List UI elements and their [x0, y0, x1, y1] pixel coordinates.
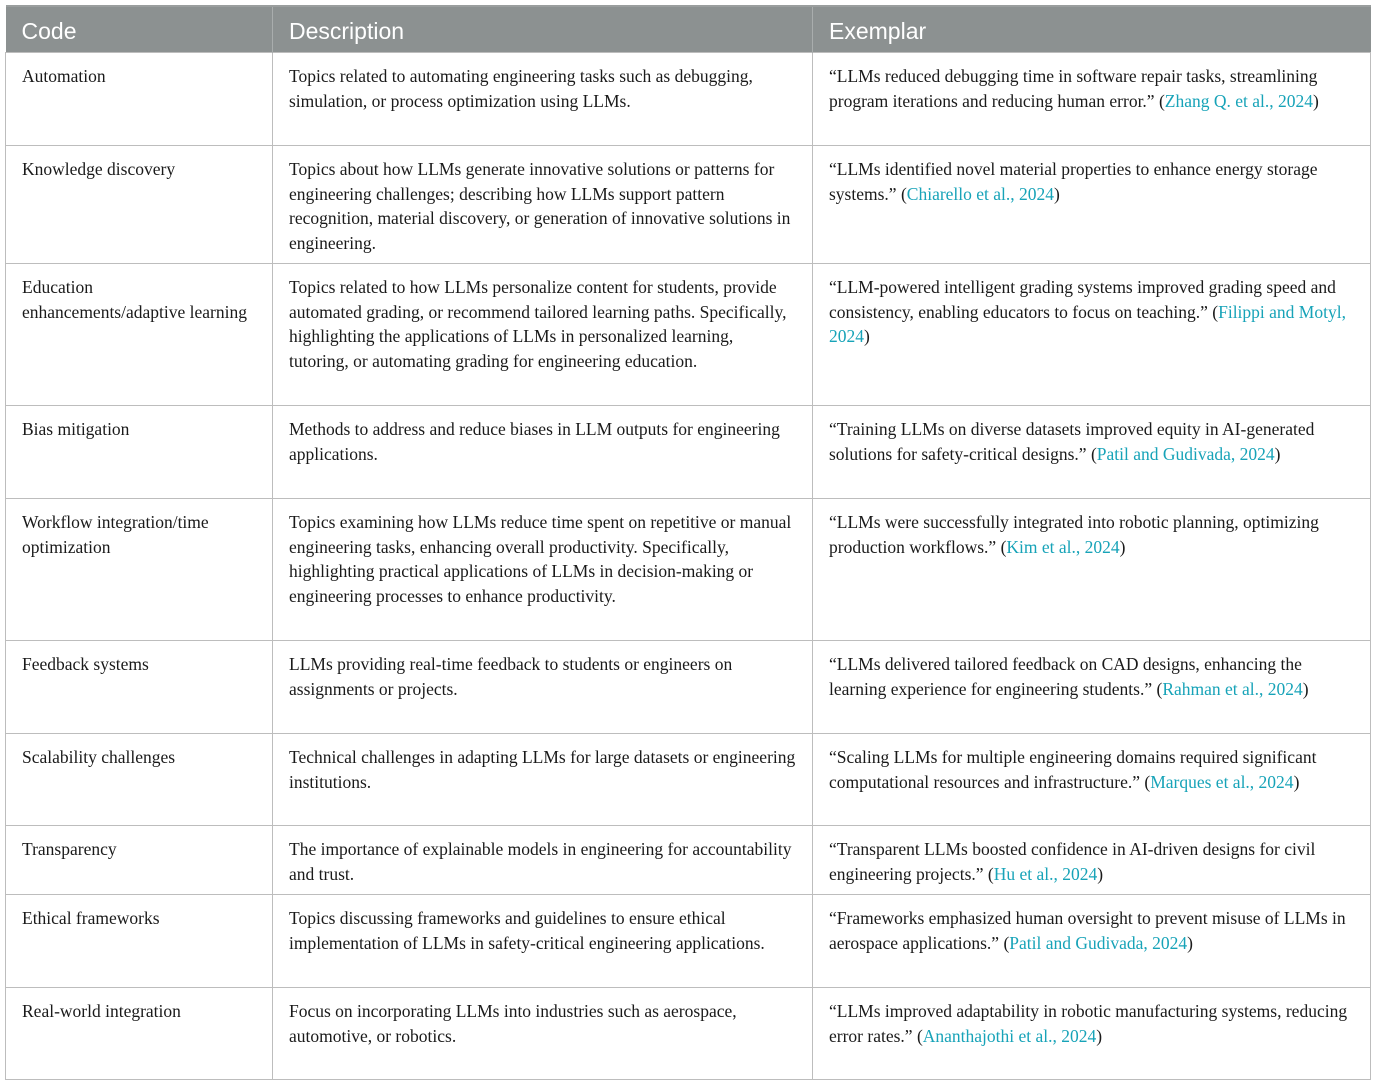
code-cell: Real-world integration	[6, 988, 273, 1080]
table-header	[6, 6, 1371, 53]
description-cell: LLMs providing real-time feedback to students or engineers on assignments or projects.	[273, 641, 813, 734]
citation-link[interactable]: Filippi and Motyl, 2024	[829, 301, 1346, 346]
column-header-description: Description	[273, 6, 813, 53]
citation-link[interactable]: Zhang Q. et al., 2024	[1164, 90, 1314, 111]
citation-link[interactable]: Rahman et al., 2024	[1162, 678, 1303, 699]
codebook-table	[5, 5, 1371, 1080]
table-row	[6, 146, 1371, 264]
description-cell: Focus on incorporating LLMs into industries such as aerospace, automotive, or robotics.	[273, 988, 813, 1080]
citation-link[interactable]: Hu et al., 2024	[993, 863, 1098, 884]
exemplar-cell: “LLMs improved adaptability in robotic manufacturing systems, reducing error rates.” (Ananthajothi et al., 2024)	[813, 988, 1371, 1080]
exemplar-quote: “Training LLMs on diverse datasets improved equity in AI-generated solutions for safety-critical designs.”	[829, 419, 1315, 464]
header-row	[6, 6, 1371, 53]
code-cell: Bias mitigation	[6, 406, 273, 499]
code-cell: Workflow integration/time optimization	[6, 499, 273, 641]
column-header-code: Code	[6, 6, 273, 53]
exemplar-cell: “LLMs were successfully integrated into robotic planning, optimizing production workflows.” (Kim et al., 2024)	[813, 499, 1371, 641]
table-row	[6, 53, 1371, 146]
table-row	[6, 826, 1371, 895]
citation-link[interactable]: Marques et al., 2024	[1150, 771, 1294, 792]
exemplar-quote: “LLMs delivered tailored feedback on CAD designs, enhancing the learning experience for engineering students.”	[829, 654, 1302, 699]
exemplar-cell: “Scaling LLMs for multiple engineering domains required significant computational resources and infrastructure.” (Marques et al., 2024)	[813, 734, 1371, 826]
exemplar-cell: “LLM-powered intelligent grading systems improved grading speed and consistency, enabling educators to focus on teaching.” (Filippi and Motyl, 2024)	[813, 264, 1371, 406]
exemplar-quote: “LLMs improved adaptability in robotic manufacturing systems, reducing error rates.”	[829, 1001, 1348, 1046]
table-row	[6, 734, 1371, 826]
description-cell: Topics related to automating engineering tasks such as debugging, simulation, or process optimization using LLMs.	[273, 53, 813, 146]
exemplar-cell: “LLMs identified novel material properties to enhance energy storage systems.” (Chiarello et al., 2024)	[813, 146, 1371, 264]
exemplar-quote: “LLMs reduced debugging time in software repair tasks, streamlining program iterations and reducing human error.”	[829, 66, 1318, 111]
table-row	[6, 895, 1371, 988]
description-cell: The importance of explainable models in engineering for accountability and trust.	[273, 826, 813, 895]
description-cell: Topics related to how LLMs personalize content for students, provide automated grading, or recommend tailored learning paths. Specifically, highlighting the applications of LLMs in personalized learning, tutoring, or automating grading for engineering education.	[273, 264, 813, 406]
exemplar-cell: “Transparent LLMs boosted confidence in AI-driven designs for civil engineering projects.” (Hu et al., 2024)	[813, 826, 1371, 895]
code-cell: Ethical frameworks	[6, 895, 273, 988]
description-cell: Technical challenges in adapting LLMs for large datasets or engineering institutions.	[273, 734, 813, 826]
code-cell: Transparency	[6, 826, 273, 895]
citation-link[interactable]: Kim et al., 2024	[1006, 536, 1120, 557]
code-cell: Education enhancements/adaptive learning	[6, 264, 273, 406]
citation-link[interactable]: Patil and Gudivada, 2024	[1009, 932, 1188, 953]
code-cell: Feedback systems	[6, 641, 273, 734]
exemplar-quote: “LLMs identified novel material properties to enhance energy storage systems.”	[829, 159, 1318, 204]
exemplar-cell: “LLMs delivered tailored feedback on CAD designs, enhancing the learning experience for engineering students.” (Rahman et al., 2024)	[813, 641, 1371, 734]
table-body	[6, 53, 1371, 1080]
exemplar-quote: “Transparent LLMs boosted confidence in AI-driven designs for civil engineering projects.”	[829, 839, 1316, 884]
exemplar-cell: “Frameworks emphasized human oversight to prevent misuse of LLMs in aerospace applications.” (Patil and Gudivada, 2024)	[813, 895, 1371, 988]
exemplar-quote: “Scaling LLMs for multiple engineering domains required significant computational resources and infrastructure.”	[829, 747, 1317, 792]
description-cell: Methods to address and reduce biases in LLM outputs for engineering applications.	[273, 406, 813, 499]
exemplar-cell: “LLMs reduced debugging time in software repair tasks, streamlining program iterations and reducing human error.” (Zhang Q. et al., 2024)	[813, 53, 1371, 146]
description-cell: Topics discussing frameworks and guidelines to ensure ethical implementation of LLMs in safety-critical engineering applications.	[273, 895, 813, 988]
description-cell: Topics examining how LLMs reduce time spent on repetitive or manual engineering tasks, enhancing overall productivity. Specifically, highlighting practical applications of LLMs in decision-making or engineering processes to enhance productivity.	[273, 499, 813, 641]
exemplar-quote: “LLMs were successfully integrated into robotic planning, optimizing production workflows.”	[829, 512, 1319, 557]
table-row	[6, 641, 1371, 734]
description-cell: Topics about how LLMs generate innovative solutions or patterns for engineering challenges; describing how LLMs support pattern recognition, material discovery, or generation of innovative solutions in engineering.	[273, 146, 813, 264]
table-row	[6, 988, 1371, 1080]
citation-link[interactable]: Patil and Gudivada, 2024	[1096, 443, 1275, 464]
exemplar-quote: “LLM-powered intelligent grading systems improved grading speed and consistency, enabling educators to focus on teaching.”	[829, 277, 1336, 322]
exemplar-cell: “Training LLMs on diverse datasets improved equity in AI-generated solutions for safety-critical designs.” (Patil and Gudivada, 2024)	[813, 406, 1371, 499]
citation-link[interactable]: Chiarello et al., 2024	[906, 183, 1055, 204]
table-row	[6, 264, 1371, 406]
code-cell: Knowledge discovery	[6, 146, 273, 264]
column-header-exemplar: Exemplar	[813, 6, 1371, 53]
citation-link[interactable]: Ananthajothi et al., 2024	[922, 1025, 1097, 1046]
table-row	[6, 499, 1371, 641]
code-cell: Automation	[6, 53, 273, 146]
exemplar-quote: “Frameworks emphasized human oversight to prevent misuse of LLMs in aerospace applications.”	[829, 908, 1346, 953]
code-cell: Scalability challenges	[6, 734, 273, 826]
codebook-table-container	[5, 5, 1370, 1080]
table-row	[6, 406, 1371, 499]
